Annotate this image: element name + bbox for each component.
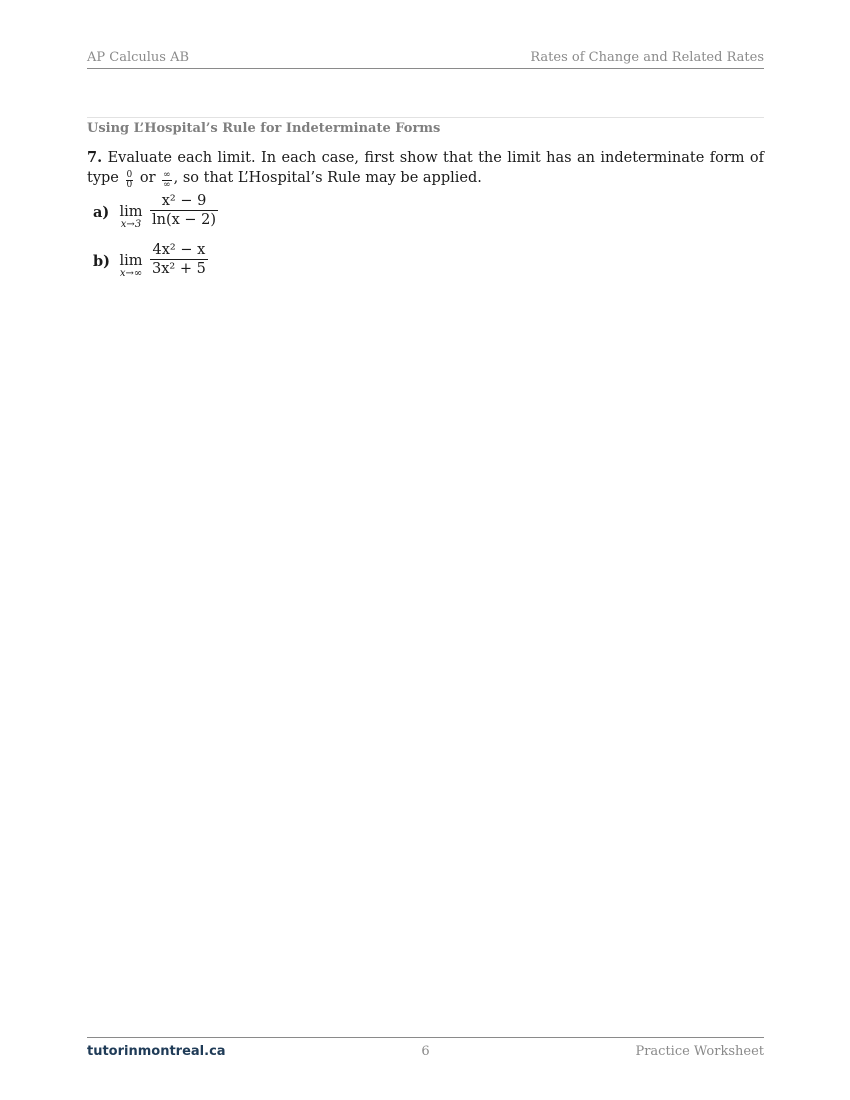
- part-label: b): [93, 253, 110, 270]
- or-word: or: [139, 170, 156, 186]
- course-title: AP Calculus AB: [87, 50, 190, 65]
- problem-number: 7.: [87, 149, 103, 166]
- problem-text-end: , so that L’Hospital’s Rule may be applied.: [173, 170, 482, 186]
- problem-statement: [87, 148, 764, 190]
- fraction-denominator: ∞: [163, 179, 171, 190]
- part-a: [93, 193, 493, 237]
- page-header: [87, 50, 764, 69]
- page-number: 6: [421, 1044, 430, 1059]
- fraction-numerator: ∞: [163, 169, 171, 180]
- fraction-denominator: 3x² + 5: [152, 261, 206, 277]
- part-b: [93, 242, 493, 286]
- problem-text: Evaluate each limit. In each case, first show that the limit has an indeterminate form of type: [87, 150, 765, 186]
- part-label: a): [93, 204, 110, 221]
- section-title: Using L’Hospital’s Rule for Indeterminate Forms: [87, 121, 441, 136]
- page-footer: [87, 1037, 764, 1062]
- lim-word: lim: [119, 204, 143, 220]
- section-divider: [87, 117, 764, 118]
- limit-subscript: x→3: [120, 219, 142, 230]
- limit-operator: [116, 204, 146, 230]
- fraction-denominator: 0: [126, 179, 133, 190]
- fraction-denominator: ln(x − 2): [152, 212, 217, 228]
- infinity-over-infinity-fraction: [162, 171, 172, 190]
- document-type: Practice Worksheet: [635, 1044, 764, 1059]
- unit-title: Rates of Change and Related Rates: [530, 50, 764, 65]
- lim-word: lim: [119, 253, 143, 269]
- fraction-numerator: 4x² − x: [150, 242, 208, 260]
- website-link[interactable]: tutorinmontreal.ca: [87, 1044, 226, 1059]
- zero-over-zero-fraction: [126, 171, 134, 190]
- limit-subscript: x→∞: [119, 268, 143, 279]
- limit-operator: [116, 253, 146, 279]
- limit-fraction: [150, 242, 208, 278]
- fraction-numerator: x² − 9: [150, 193, 218, 211]
- fraction-numerator: 0: [126, 169, 133, 180]
- limit-fraction: [150, 193, 218, 229]
